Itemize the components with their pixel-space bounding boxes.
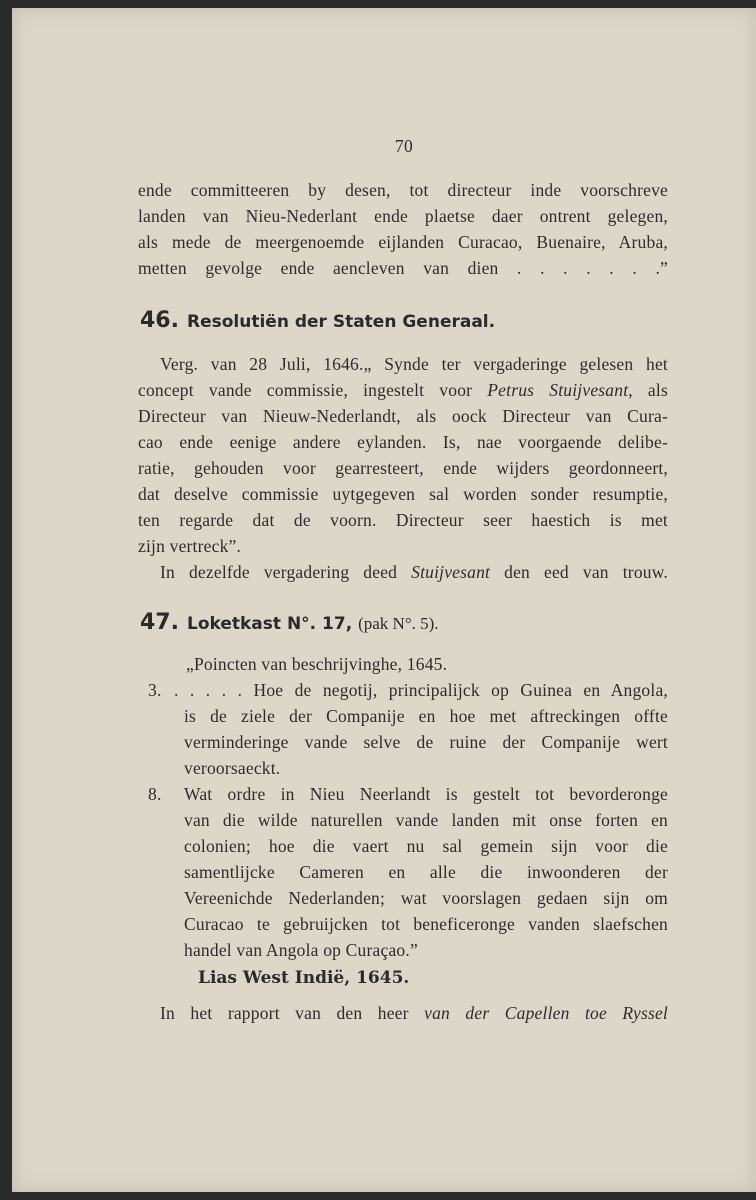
section-47-title: Loketkast N°. 17, [186,614,353,634]
s46-line-9 [160,562,668,583]
s46-line-7: ten regarde dat de voorn. Directeur seer haestich is met [138,510,668,530]
s46-line-9c: den eed van trouw. [490,562,668,582]
item-3-line-2: is de ziele der Companije en hoe met aftreckingen offte [184,706,668,726]
intro-line-4: metten gevolge ende aencleven van dien . . . . . . .” [138,258,668,278]
page-number: 70 [395,136,413,156]
item-8-line-7: handel van Angola op Curaçao.” [184,940,418,960]
item-8-line-4: samentlijcke Cameren en alle die inwoonderen der [184,862,668,882]
item-8-number: 8. [148,784,162,804]
s46-line-9a: In dezelfde vergadering deed [160,562,412,582]
section-47-subtitle: (pak N°. 5). [358,614,439,633]
s46-line-4: cao ende eenige andere eylanden. Is, nae voorgaende delibe- [138,432,668,452]
s46-line-1: Verg. van 28 Juli, 1646.„ Synde ter vergaderinge gelesen het [160,354,668,374]
document-page [12,8,756,1192]
s46-line-5: ratie, gehouden voor gearresteert, ende wijders geordonneert, [138,458,668,478]
item-3-line-4: veroorsaeckt. [184,758,281,778]
intro-line-1: ende committeeren by desen, tot directeur inde voorschreve [138,180,668,200]
s46-name-stuijvesant-2: Stuijvesant [411,562,491,582]
lias-heading: Lias West Indië, 1645. [198,968,410,988]
intro-line-2: landen van Nieu-Nederlant ende plaetse daer ontrent gelegen, [138,206,668,226]
s46-line-8: zijn vertreck”. [138,536,242,556]
section-46-title: Resolutiën der Staten Generaal. [186,312,496,332]
lias-name-capellen: van der Capellen toe Ryssel [424,1003,668,1023]
section-47-heading [140,610,439,635]
s46-line-2c: , als [628,380,668,400]
s47-line-1: „Poincten van beschrijvinghe, 1645. [186,654,448,674]
item-8-line-3: colonien; hoe die vaert nu sal gemein sijn voor die [184,836,668,856]
lias-line-a: In het rapport van den heer [160,1003,425,1023]
item-3-number: 3. [148,680,162,700]
item-3-line-1: . . . . . Hoe de negotij, principalijck op Guinea en Angola, [174,680,668,700]
section-46-heading [140,308,495,333]
s46-line-6: dat deselve commissie uytgegeven sal worden sonder resumptie, [138,484,668,504]
lias-line-1 [160,1003,668,1024]
s46-name-stuijvesant: Petrus Stuijvesant [487,380,629,400]
item-8-line-6: Curacao te gebruijcken tot beneficeronge vanden slaefschen [184,914,668,934]
item-8-line-5: Vereenichde Nederlanden; wat voorslagen gedaen sijn om [184,888,668,908]
section-47-number: 47. [140,610,179,635]
item-8-line-1: Wat ordre in Nieu Neerlandt is gestelt tot bevorderonge [184,784,668,804]
section-46-number: 46. [140,308,179,333]
s46-line-2a: concept vande commissie, ingestelt voor [138,380,488,400]
item-8-line-2: van die wilde naturellen vande landen mit onse forten en [184,810,668,830]
intro-line-3: als mede de meergenoemde eijlanden Curacao, Buenaire, Aruba, [138,232,668,252]
s46-line-2 [138,380,668,401]
item-3-line-3: verminderinge vande selve de ruine der Companije wert [184,732,668,752]
s46-line-3: Directeur van Nieuw-Nederlandt, als oock Directeur van Cura- [138,406,668,426]
